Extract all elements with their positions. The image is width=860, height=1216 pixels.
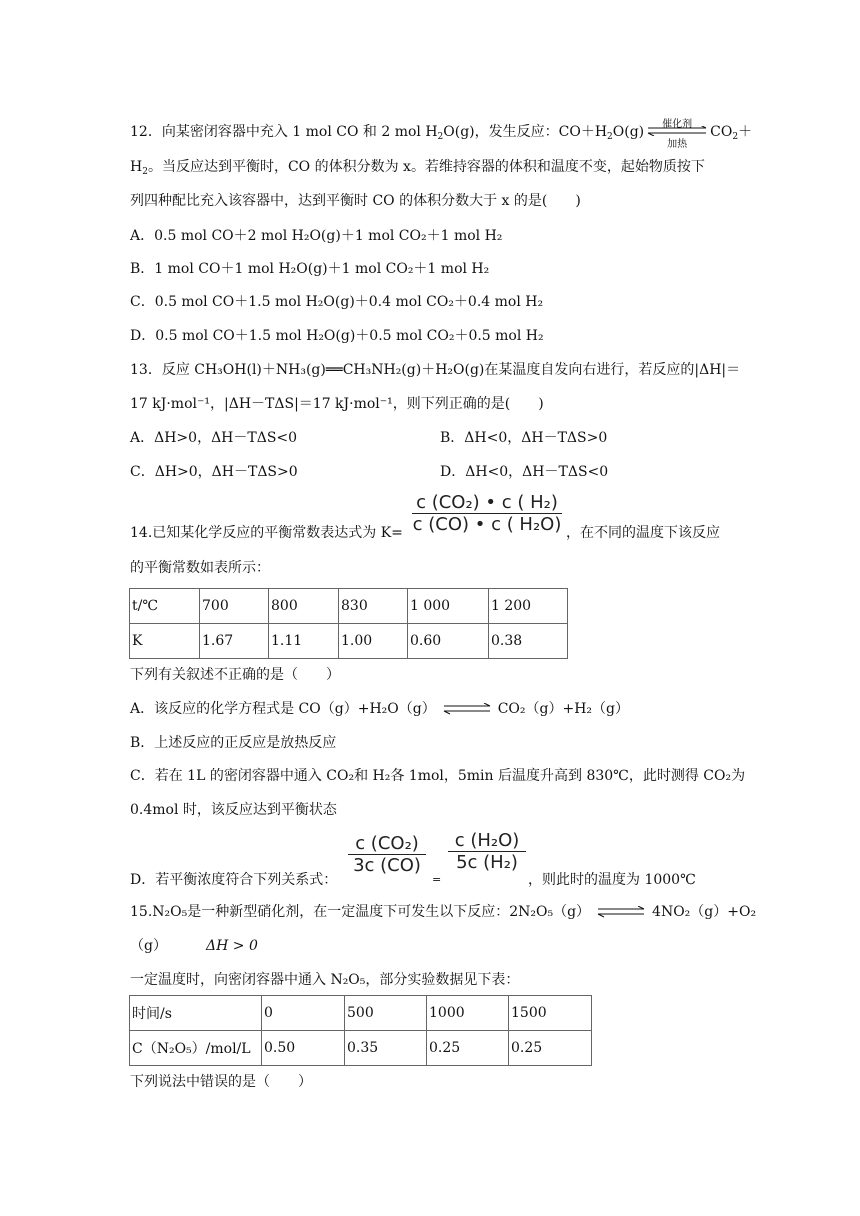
catalyst-arrow: [646, 119, 708, 150]
table-cell: 1.67: [200, 624, 269, 659]
table-cell: 1.00: [339, 624, 408, 659]
table-cell: C（N₂O₅）/mol/L: [130, 1031, 262, 1066]
fraction-numerator: c (CO₂) • c ( H₂): [416, 492, 558, 513]
table-cell: 0.50: [262, 1031, 345, 1066]
q13-option-c: C．ΔH>0，ΔH－TΔS>0: [130, 464, 298, 480]
table-cell: 0.38: [489, 624, 568, 659]
table-cell: 时间/s: [130, 996, 262, 1031]
q15-line1: [130, 902, 756, 922]
n2o5-table: [129, 995, 592, 1066]
equilibrium-arrow-icon: [442, 703, 492, 715]
heat-label: 加热: [667, 139, 688, 150]
q13-option-a: A．ΔH>0，ΔH－TΔS<0: [130, 430, 298, 446]
q12-line2-text: 。当反应达到平衡时，CO 的体积分数为 x。若维持容器的体积和温度不变，起始物质按下: [147, 159, 705, 175]
q12-text-a: 12．向某密闭容器中充入 1 mol CO 和 2 mol H: [130, 124, 438, 140]
q14-option-a-text: A．该反应的化学方程式是 CO（g）+H₂O（g）: [130, 701, 436, 717]
catalyst-label: 催化剂: [662, 119, 693, 130]
q12-option-d: D．0.5 mol CO＋1.5 mol H₂O(g)＋0.5 mol CO₂＋0.5 mol H₂: [130, 328, 544, 344]
equilibrium-arrow-icon: [596, 906, 646, 918]
fraction-denominator: c (CO) • c ( H₂O): [412, 514, 562, 535]
fraction-denominator: 5c (H₂): [456, 852, 518, 873]
q12-option-b: B．1 mol CO＋1 mol H₂O(g)＋1 mol CO₂＋1 mol H₂: [130, 261, 490, 277]
table-row: [130, 1031, 592, 1066]
fraction-numerator: c (CO₂): [355, 833, 419, 854]
q13-option-d: D．ΔH<0，ΔH－TΔS<0: [440, 464, 609, 480]
q15-question: 下列说法中错误的是（ ）: [130, 1074, 312, 1090]
table-row: [130, 589, 568, 624]
q13-line2: 17 kJ·mol⁻¹，|ΔH－TΔS|＝17 kJ·mol⁻¹，则下列正确的是( ): [130, 396, 544, 412]
q15-line2-a: （g）: [130, 938, 167, 954]
q12-text-c: O(g): [612, 124, 645, 140]
table-cell: 1 000: [408, 589, 489, 624]
q14-line1-a: 14.已知某化学反应的平衡常数表达式为 K=: [130, 525, 403, 541]
q12-line2: $H_2$。当反应达到平衡时，CO 的体积分数为 x。若维持容器的体积和温度不变，起始物质按下: [130, 159, 705, 177]
q12-option-a: A．0.5 mol CO＋2 mol H₂O(g)＋1 mol CO₂＋1 mol H₂: [130, 228, 503, 244]
q14-option-c-line2: 0.4mol 时，该反应达到平衡状态: [130, 802, 337, 818]
fraction-equals: =: [432, 873, 442, 886]
table-cell: 0.60: [408, 624, 489, 659]
q15-text-a: 15.N₂O₅是一种新型硝化剂，在一定温度下可发生以下反应：2N₂O₅（g）: [130, 904, 591, 920]
q12-text-d: CO: [710, 124, 733, 140]
table-cell: 0.25: [427, 1031, 509, 1066]
table-cell: 500: [345, 996, 427, 1031]
q12-line1: 12．向某密闭容器中充入 1 mol CO 和 2 mol $H_2O(g)$，发生反应：$CO+H_2O(g)$ 催化剂 加热 $CO_2+$: [130, 122, 752, 147]
fraction-numerator: c (H₂O): [454, 830, 520, 851]
equilibrium-constant-fraction: [412, 492, 562, 535]
q13-option-b: B．ΔH<0，ΔH－TΔS>0: [440, 430, 608, 446]
table-cell: 1 200: [489, 589, 568, 624]
q14-option-a-products: CO₂（g）+H₂（g）: [497, 701, 629, 717]
table-cell: 0.25: [509, 1031, 592, 1066]
table-cell: 0: [262, 996, 345, 1031]
q14-option-d-a: D．若平衡浓度符合下列关系式：: [130, 872, 338, 888]
q12-text-b: O(g)，发生反应：CO＋H: [443, 124, 608, 140]
q14-option-d-b: ，则此时的温度为 1000℃: [528, 872, 696, 888]
q15-text-b: 4NO₂（g）+O₂: [652, 904, 757, 920]
table-row: [130, 624, 568, 659]
q14-option-c-line1: C．若在 1L 的密闭容器中通入 CO₂和 H₂各 1mol，5min 后温度升高到 830℃，此时测得 CO₂为: [130, 768, 746, 784]
q15-line3: 一定温度时，向密闭容器中通入 N₂O₅，部分实验数据见下表：: [130, 972, 520, 988]
fraction-denominator: 3c (CO): [353, 855, 421, 876]
q15-line2-b: ΔH > 0: [206, 938, 258, 954]
k-table: [129, 588, 568, 659]
table-row: [130, 996, 592, 1031]
q12-line3: 列四种配比充入该容器中，达到平衡时 CO 的体积分数大于 x 的是( ): [130, 193, 581, 209]
table-cell: t/℃: [130, 589, 200, 624]
q12-text-e: ＋: [738, 124, 753, 140]
q14-line1-b: ，在不同的温度下该反应: [566, 525, 720, 541]
q12-option-c: C．0.5 mol CO＋1.5 mol H₂O(g)＋0.4 mol CO₂＋0.4 mol H₂: [130, 294, 544, 310]
table-cell: K: [130, 624, 200, 659]
fraction-d1: [348, 833, 426, 876]
q14-option-a: [130, 699, 629, 719]
table-cell: 800: [269, 589, 339, 624]
table-cell: 1500: [509, 996, 592, 1031]
table-cell: 830: [339, 589, 408, 624]
table-cell: 1000: [427, 996, 509, 1031]
table-cell: 1.11: [269, 624, 339, 659]
q13-line1: 13．反应 CH₃OH(l)＋NH₃(g)══CH₃NH₂(g)＋H₂O(g)在某温度自发向右进行，若反应的|ΔH|＝: [130, 362, 741, 378]
q14-question: 下列有关叙述不正确的是（ ）: [130, 667, 340, 683]
q14-line2: 的平衡常数如表所示：: [130, 560, 270, 576]
table-cell: 700: [200, 589, 269, 624]
fraction-d2: [448, 830, 526, 873]
table-cell: 0.35: [345, 1031, 427, 1066]
q14-option-b: B．上述反应的正反应是放热反应: [130, 735, 337, 751]
